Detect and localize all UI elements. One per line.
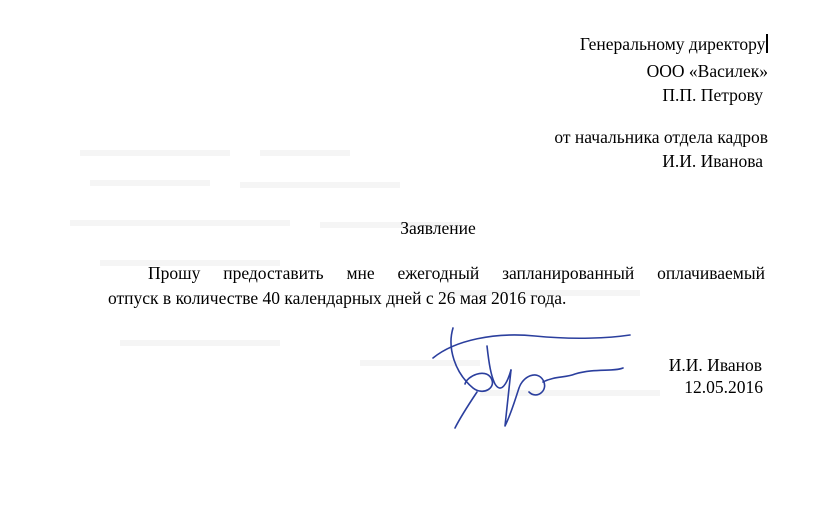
body-line-1: Прошу предоставить мне ежегодный запланированный оплачиваемый	[148, 263, 765, 283]
addressee-company: ООО «Василек»	[646, 61, 768, 81]
signature-date: 12.05.2016	[684, 377, 763, 397]
document-title: Заявление	[400, 218, 476, 238]
addressee-position: Генеральному директору	[580, 34, 768, 54]
sender-name: И.И. Иванова	[662, 151, 763, 171]
addressee-name: П.П. Петрову	[662, 85, 763, 105]
signer-name: И.И. Иванов	[668, 355, 762, 375]
handwritten-signature	[425, 318, 635, 438]
body-line-2: отпуск в количестве 40 календарных дней с 26 мая 2016 года.	[108, 288, 567, 308]
text-cursor	[766, 34, 768, 53]
sender-position: от начальника отдела кадров	[554, 127, 768, 147]
